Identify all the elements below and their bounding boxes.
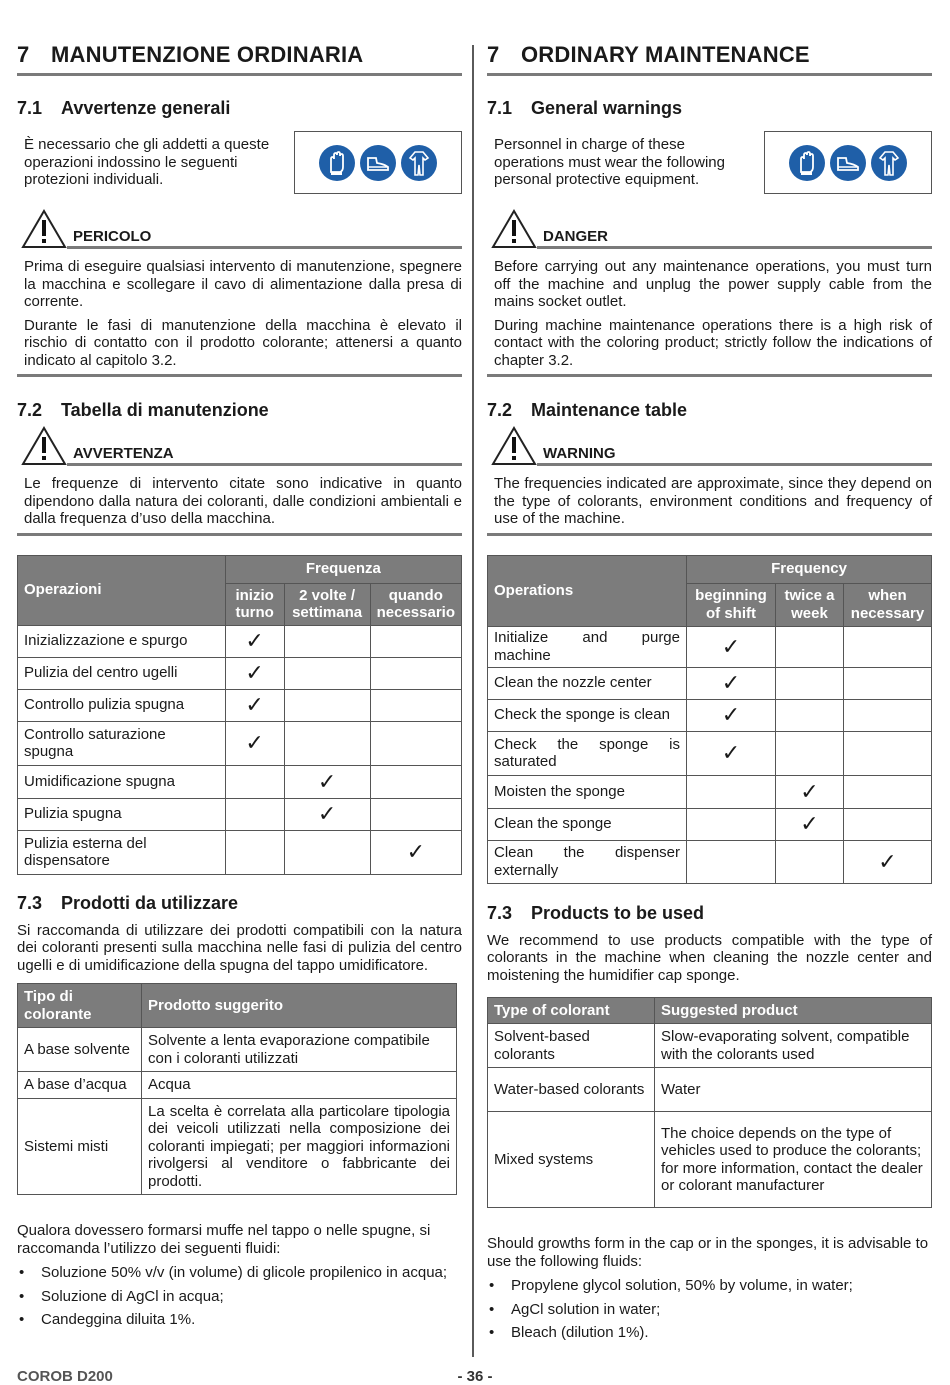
- danger-paragraph-2: Durante le fasi di manutenzione della macchina è elevato il rischio di contatto con il prodotto colorante; attenersi a quanto indicato al capitolo 3.2.: [24, 316, 462, 369]
- danger-paragraph-1: Prima di eseguire qualsiasi intervento di manutenzione, spegnere la macchina e scollegare il cavo di alimentazione dalla presa di corrente.: [24, 258, 462, 310]
- ppe-text: È necessario che gli addetti a queste operazioni indossino le seguenti protezioni individuali.: [24, 136, 270, 188]
- check-icon: ✓: [687, 626, 776, 667]
- section-number: 7.2: [17, 400, 43, 420]
- danger-paragraph-2: During machine maintenance operations there is a high risk of contact with the coloring product; strictly follow the indications of chapter 3.2.: [494, 316, 932, 369]
- italian-column: [17, 40, 462, 1335]
- check-icon: ✓: [776, 775, 844, 808]
- section-number: 7.2: [487, 400, 513, 420]
- operation-cell: Check the sponge is clean: [488, 699, 687, 731]
- check-icon: ✓: [844, 840, 932, 883]
- check-icon: ✓: [225, 625, 284, 657]
- suggested-product-cell: The choice depends on the type of vehicles used to produce the colorants; for more information, contact the dealer or colorant manufacturer: [655, 1112, 932, 1208]
- danger-alert-heading: [17, 209, 462, 249]
- warning-title: AVVERTENZA: [67, 445, 462, 467]
- danger-alert-heading: [487, 209, 932, 249]
- ppe-block: [17, 131, 462, 194]
- table-row: [18, 1028, 457, 1072]
- ppe-icons-box: [764, 131, 932, 194]
- table-row: [488, 1068, 932, 1112]
- section-heading-7-1: [487, 97, 932, 119]
- operation-cell: Clean the nozzle center: [488, 667, 687, 699]
- section-title: Avvertenze generali: [61, 98, 231, 118]
- colorant-type-cell: Sistemi misti: [18, 1099, 142, 1195]
- check-icon: ✓: [225, 721, 284, 765]
- maintenance-table: [17, 555, 462, 875]
- operation-cell: Inizializzazione e spurgo: [18, 625, 226, 657]
- section-number: 7.3: [17, 892, 43, 913]
- english-column: [487, 40, 932, 1348]
- column-divider: [472, 45, 474, 1357]
- operation-cell: Pulizia del centro ugelli: [18, 657, 226, 689]
- warning-triangle-icon: [21, 209, 67, 249]
- section-rule: [17, 374, 462, 377]
- ppe-text: Personnel in charge of these operations must wear the following personal protective equipment.: [494, 136, 725, 188]
- gloves-icon: [789, 145, 825, 181]
- warning-alert-heading: [487, 426, 932, 466]
- products-table: [17, 983, 457, 1195]
- colorant-type-cell: Solvent-based colorants: [488, 1024, 655, 1068]
- check-icon: ✓: [284, 765, 370, 798]
- list-item: • Propylene glycol solution, 50% by volume, in water;: [487, 1277, 932, 1295]
- chapter-number: 7: [487, 42, 500, 67]
- products-paragraph: Si raccomanda di utilizzare dei prodotti compatibili con la natura dei coloranti presenti sulla macchina nelle fasi di pulizia del centro ugelli e di umidificazione della spugna del tappo umidificatore.: [17, 921, 462, 974]
- warning-triangle-icon: [21, 426, 67, 466]
- colorant-type-cell: Mixed systems: [488, 1112, 655, 1208]
- table-row: [488, 808, 932, 840]
- list-item: • AgCl solution in water;: [487, 1301, 932, 1319]
- fluids-list: [17, 1264, 462, 1329]
- check-icon: ✓: [687, 667, 776, 699]
- table-row: [488, 1112, 932, 1208]
- section-rule: [17, 533, 462, 536]
- table-row: [18, 689, 462, 721]
- operations-header: Operations: [488, 555, 687, 626]
- section-title: Prodotti da utilizzare: [61, 892, 239, 913]
- colorant-type-cell: Water-based colorants: [488, 1068, 655, 1112]
- operation-cell: Pulizia spugna: [18, 798, 226, 830]
- warning-paragraph: Le frequenze di intervento citate sono indicative in quanto dipendono dalla natura dei coloranti, dalle condizioni ambientali e dalla frequenza d’uso della macchina.: [24, 475, 462, 527]
- gloves-icon: [319, 145, 355, 181]
- colorant-type-cell: A base d’acqua: [18, 1072, 142, 1099]
- check-icon: ✓: [776, 808, 844, 840]
- safety-shoes-icon: [360, 145, 396, 181]
- frequency-subheader: quando necessario: [370, 583, 461, 625]
- fluids-list: [487, 1277, 932, 1342]
- check-icon: ✓: [284, 798, 370, 830]
- operation-cell: Initialize and purge machine: [488, 626, 687, 667]
- danger-paragraph-1: Before carrying out any maintenance operations, you must turn off the machine and unplug the power supply cable from the mains socket outlet.: [494, 258, 932, 310]
- frequency-header: Frequenza: [225, 555, 461, 583]
- danger-title: PERICOLO: [67, 228, 462, 250]
- section-number: 7.3: [487, 902, 513, 923]
- ppe-block: [487, 131, 932, 194]
- table-row: [18, 625, 462, 657]
- table-row: [18, 765, 462, 798]
- warning-paragraph: The frequencies indicated are approximate, since they depend on the type of colorants, environment conditions and frequency of use of the machine.: [494, 475, 932, 527]
- footer-model: COROB D200: [17, 1368, 113, 1385]
- operation-cell: Umidificazione spugna: [18, 765, 226, 798]
- check-icon: ✓: [687, 731, 776, 775]
- list-item: • Bleach (dilution 1%).: [487, 1324, 932, 1342]
- table-row: [488, 731, 932, 775]
- suggested-product-header: Suggested product: [655, 998, 932, 1024]
- section-number: 7.1: [487, 98, 513, 118]
- warning-triangle-icon: [491, 426, 537, 466]
- table-row: [18, 830, 462, 874]
- suggested-product-cell: Water: [655, 1068, 932, 1112]
- chapter-title: MANUTENZIONE ORDINARIA: [51, 42, 364, 67]
- section-heading-7-2: [17, 399, 462, 421]
- check-icon: ✓: [225, 689, 284, 721]
- operation-cell: Clean the dispenser externally: [488, 840, 687, 883]
- operation-cell: Pulizia esterna del dispensatore: [18, 830, 226, 874]
- table-row: [488, 667, 932, 699]
- chapter-heading: [487, 40, 932, 76]
- operation-cell: Clean the sponge: [488, 808, 687, 840]
- frequency-subheader: 2 volte / settimana: [284, 583, 370, 625]
- operation-cell: Moisten the sponge: [488, 775, 687, 808]
- check-icon: ✓: [370, 830, 461, 874]
- colorant-type-header: Type of colorant: [488, 998, 655, 1024]
- table-row: [18, 721, 462, 765]
- warning-triangle-icon: [491, 209, 537, 249]
- chapter-number: 7: [17, 42, 30, 67]
- table-row: [18, 798, 462, 830]
- frequency-subheader: beginning of shift: [687, 583, 776, 626]
- frequency-subheader: inizio turno: [225, 583, 284, 625]
- table-row: [488, 626, 932, 667]
- suggested-product-cell: Slow-evaporating solvent, compatible with the colorants used: [655, 1024, 932, 1068]
- section-number: 7.1: [17, 98, 43, 118]
- table-row: [18, 657, 462, 689]
- section-rule: [487, 533, 932, 536]
- section-title: General warnings: [531, 98, 683, 118]
- section-title: Maintenance table: [531, 400, 688, 420]
- page-number: - 36 -: [457, 1368, 493, 1385]
- section-rule: [487, 374, 932, 377]
- suggested-product-header: Prodotto suggerito: [142, 984, 457, 1028]
- frequency-subheader: when necessary: [844, 583, 932, 626]
- safety-shoes-icon: [830, 145, 866, 181]
- warning-title: WARNING: [537, 445, 932, 467]
- operation-cell: Controllo saturazione spugna: [18, 721, 226, 765]
- check-icon: ✓: [225, 657, 284, 689]
- mould-paragraph: Qualora dovessero formarsi muffe nel tappo o nelle spugne, si raccomanda l’utilizzo dei seguenti fluidi:: [17, 1222, 431, 1257]
- table-row: [18, 1099, 457, 1195]
- colorant-type-cell: A base solvente: [18, 1028, 142, 1072]
- table-row: [488, 699, 932, 731]
- section-heading-7-2: [487, 399, 932, 421]
- overalls-icon: [871, 145, 907, 181]
- section-heading-7-3: [487, 902, 932, 924]
- colorant-type-header: Tipo di colorante: [18, 984, 142, 1028]
- operation-cell: Check the sponge is saturated: [488, 731, 687, 775]
- table-row: [488, 1024, 932, 1068]
- section-title: Tabella di manutenzione: [61, 400, 269, 420]
- suggested-product-cell: Acqua: [142, 1072, 457, 1099]
- list-item: • Soluzione di AgCl in acqua;: [17, 1288, 462, 1306]
- frequency-header: Frequency: [687, 555, 932, 583]
- check-icon: ✓: [687, 699, 776, 731]
- overalls-icon: [401, 145, 437, 181]
- maintenance-table: [487, 555, 932, 884]
- suggested-product-cell: La scelta è correlata alla particolare tipologia dei veicoli utilizzati nella composizione dei coloranti impiegati; per maggiori informazioni rivolgersi al venditore o fabbricante dei prodotti.: [142, 1099, 457, 1195]
- table-row: [18, 1072, 457, 1099]
- mould-paragraph: Should growths form in the cap or in the sponges, it is advisable to use the following fluids:: [487, 1235, 929, 1270]
- chapter-heading: [17, 40, 462, 76]
- operation-cell: Controllo pulizia spugna: [18, 689, 226, 721]
- products-table: [487, 997, 932, 1208]
- frequency-subheader: twice a week: [776, 583, 844, 626]
- suggested-product-cell: Solvente a lenta evaporazione compatibile con i coloranti utilizzati: [142, 1028, 457, 1072]
- table-row: [488, 840, 932, 883]
- list-item: • Candeggina diluita 1%.: [17, 1311, 462, 1329]
- products-paragraph: We recommend to use products compatible with the type of colorants in the machine when cleaning the nozzle center and moistening the humidifier cap sponge.: [487, 931, 932, 984]
- danger-title: DANGER: [537, 228, 932, 250]
- section-title: Products to be used: [531, 902, 705, 923]
- ppe-icons-box: [294, 131, 462, 194]
- section-heading-7-3: [17, 892, 462, 914]
- chapter-title: ORDINARY MAINTENANCE: [521, 42, 810, 67]
- section-heading-7-1: [17, 97, 462, 119]
- warning-alert-heading: [17, 426, 462, 466]
- table-row: [488, 775, 932, 808]
- operations-header: Operazioni: [18, 555, 226, 625]
- list-item: • Soluzione 50% v/v (in volume) di glicole propilenico in acqua;: [17, 1264, 462, 1282]
